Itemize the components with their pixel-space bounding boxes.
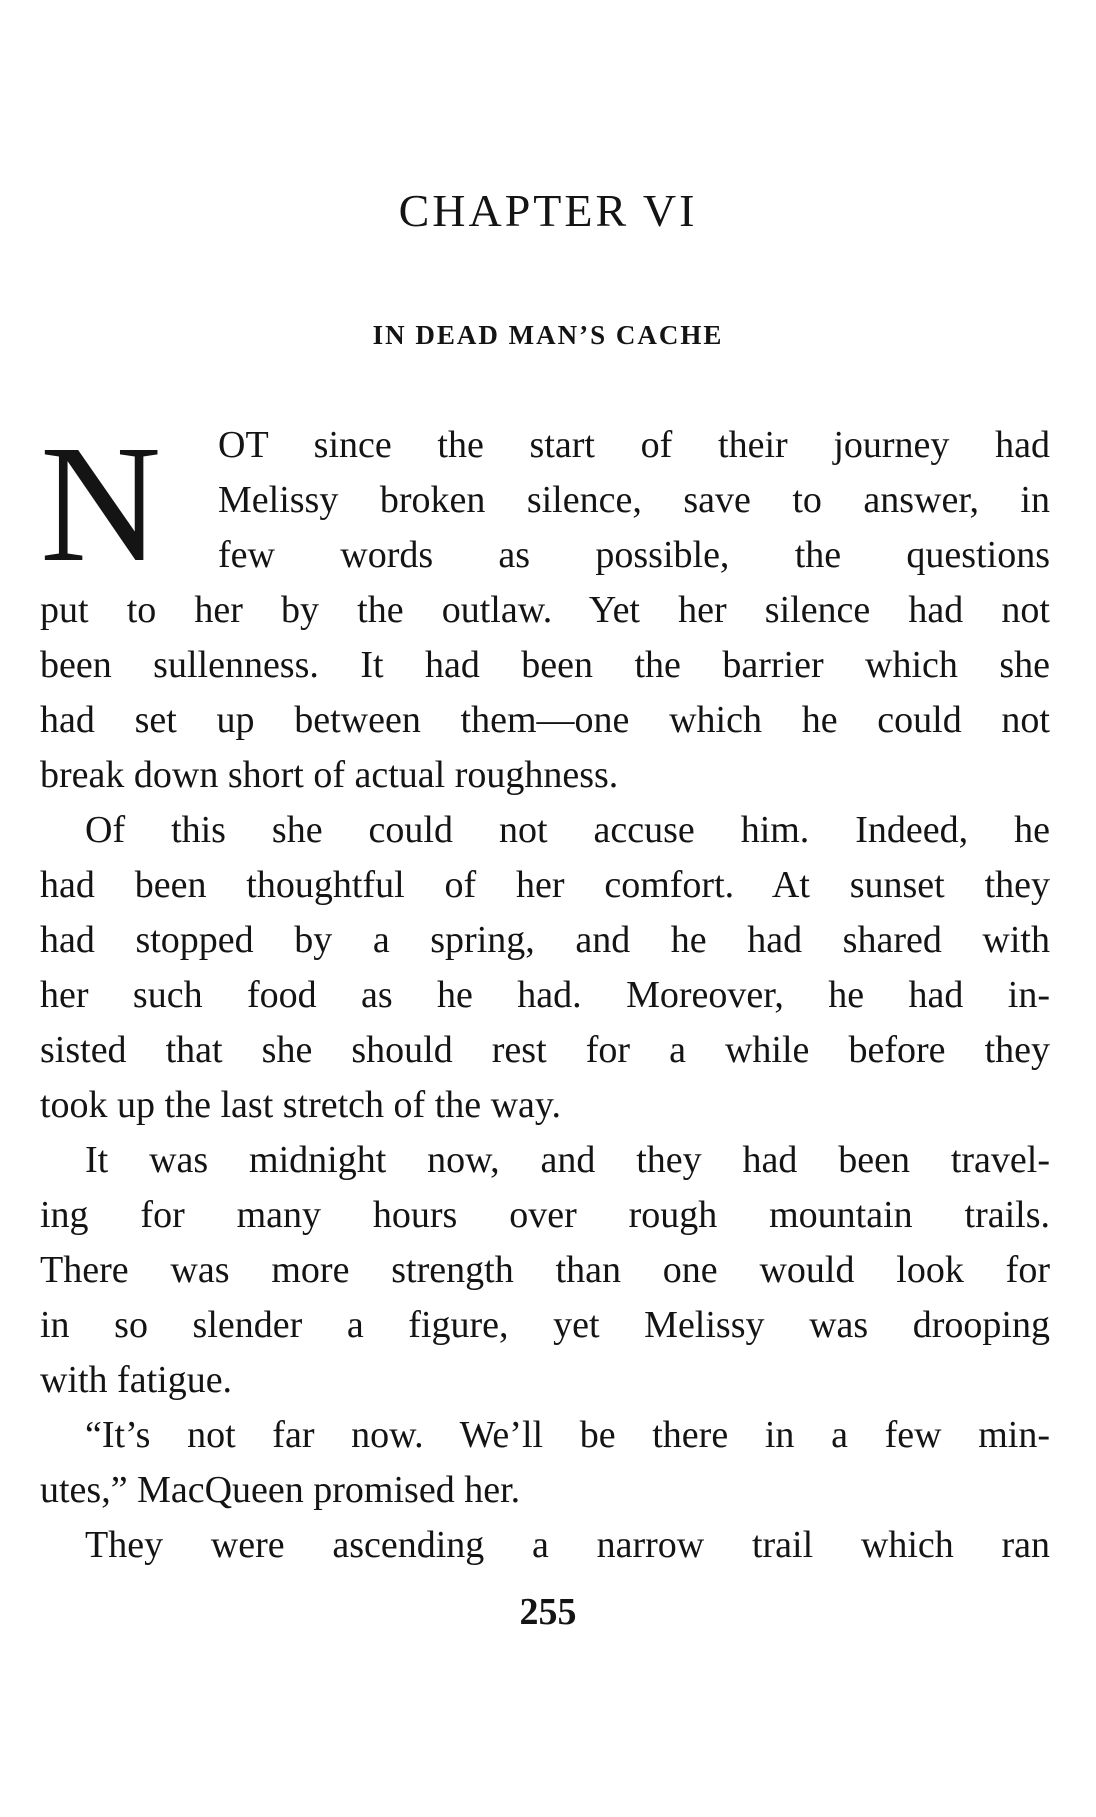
text-line: ing for many hours over rough mountain trails. [40,1194,1050,1236]
text-line: It was midnight now, and they had been travel- [85,1139,1050,1181]
body-text [40,411,1050,1573]
text-line: had stopped by a spring, and he had shared with [40,919,1050,961]
text-line: sisted that she should rest for a while before they [40,1029,1050,1071]
text-line: had set up between them—one which he could not [40,699,1050,741]
text-line: in so slender a figure, yet Melissy was drooping [40,1304,1050,1346]
text-line: “It’s not far now. We’ll be there in a few min- [85,1414,1050,1456]
text-line: utes,” MacQueen promised her. [40,1469,521,1511]
text-line: break down short of actual roughness. [40,754,619,796]
text-line: They were ascending a narrow trail which ran [85,1524,1050,1566]
text-line: few words as possible, the questions [218,534,1050,576]
text-line: put to her by the outlaw. Yet her silence had not [40,589,1050,631]
text-line: OT since the start of their journey had [218,424,1050,466]
page-number: 255 [519,1591,577,1633]
text-line: been sullenness. It had been the barrier which she [40,644,1050,686]
drop-cap: N [40,411,162,597]
text-line: Melissy broken silence, save to answer, in [218,479,1050,521]
text-line: had been thoughtful of her comfort. At sunset they [40,864,1050,906]
text-line: There was more strength than one would look for [40,1249,1050,1291]
text-line: her such food as he had. Moreover, he had in- [40,974,1050,1016]
text-line: Of this she could not accuse him. Indeed, he [85,809,1050,851]
chapter-title: CHAPTER VI [398,185,698,236]
text-line: with fatigue. [40,1359,233,1401]
chapter-subtitle: IN DEAD MAN’S CACHE [372,320,724,350]
text-line: took up the last stretch of the way. [40,1084,561,1126]
